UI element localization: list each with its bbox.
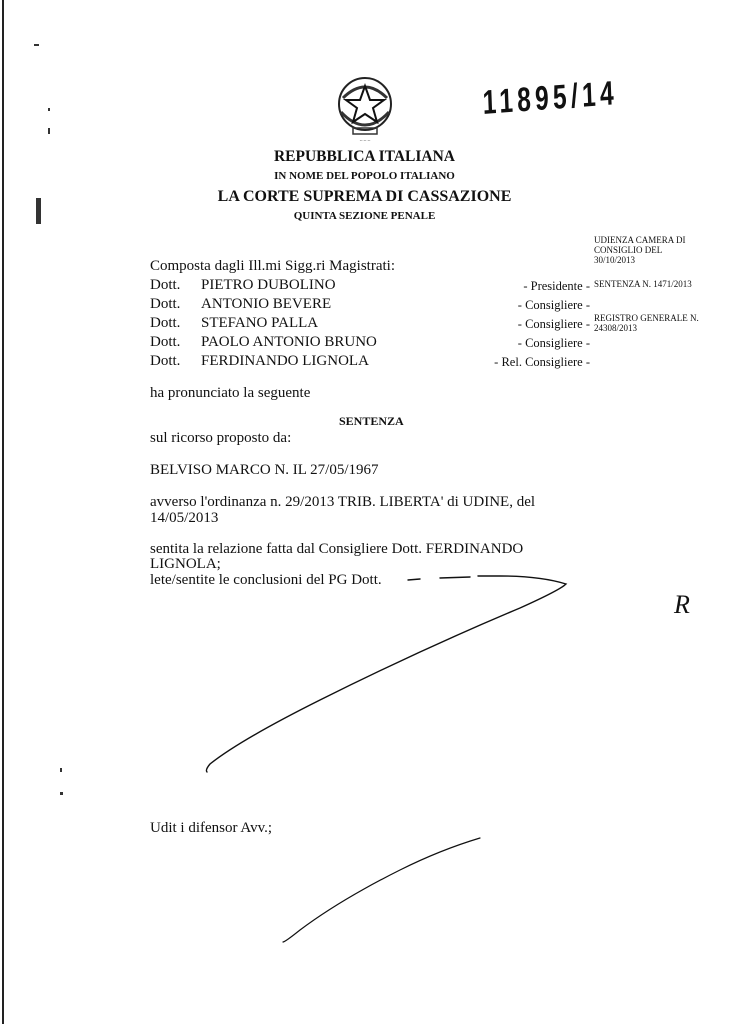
judge-title: Dott. [150, 334, 181, 350]
report-line-1: sentita la relazione fatta dal Consigliere Dott. FERDINANDO [150, 541, 524, 557]
judge-name: PAOLO ANTONIO BRUNO [201, 334, 377, 350]
republic-title: REPUBBLICA ITALIANA [273, 148, 455, 165]
judge-name: STEFANO PALLA [201, 315, 319, 331]
registry-number: REGISTRO GENERALE N. 24308/2013 [594, 313, 699, 333]
judge-name: FERDINANDO LIGNOLA [201, 353, 369, 369]
judge-role: - Presidente - [523, 279, 590, 293]
judge-title: Dott. [150, 277, 181, 293]
section-name: QUINTA SEZIONE PENALE [293, 210, 436, 222]
in-name-line: IN NOME DEL POPOLO ITALIANO [274, 170, 455, 182]
judge-name: PIETRO DUBOLINO [201, 277, 336, 293]
svg-text:~ ~ ~: ~ ~ ~ [359, 139, 371, 144]
pronounced-line: ha pronunciato la seguente [150, 385, 311, 401]
composition-intro: Composta dagli Ill.mi Sigg.ri Magistrati: [150, 258, 395, 274]
appeal-by-line: sul ricorso proposto da: [150, 430, 292, 446]
judge-role: - Consigliere - [517, 298, 590, 312]
judge-name: ANTONIO BEVERE [201, 296, 332, 312]
judge-role: - Consigliere - [517, 317, 590, 331]
appellant-line: BELVISO MARCO N. IL 27/05/1967 [150, 462, 379, 478]
report-line-2: LIGNOLA; [150, 556, 221, 572]
against-line-2: 14/05/2013 [150, 510, 219, 526]
document-number: 11895/14 [482, 74, 619, 122]
court-name: LA CORTE SUPREMA DI CASSAZIONE [217, 188, 512, 205]
defenders-line: Udit i difensor Avv.; [150, 820, 273, 836]
judge-title: Dott. [150, 296, 181, 312]
hearing-info: UDIENZA CAMERA DI CONSIGLIO DEL 30/10/2013 [594, 235, 686, 265]
conclusions-line: lete/sentite le conclusioni del PG Dott. [150, 572, 382, 588]
sentence-heading: SENTENZA [339, 414, 404, 428]
against-line-1: avverso l'ordinanza n. 29/2013 TRIB. LIBERTA' di UDINE, del [150, 494, 536, 510]
judge-title: Dott. [150, 315, 181, 331]
margin-initials: R [674, 590, 690, 619]
judge-role: - Rel. Consigliere - [494, 355, 590, 369]
sentence-number: SENTENZA N. 1471/2013 [594, 279, 692, 289]
judge-role: - Consigliere - [517, 336, 590, 350]
judge-title: Dott. [150, 353, 181, 369]
